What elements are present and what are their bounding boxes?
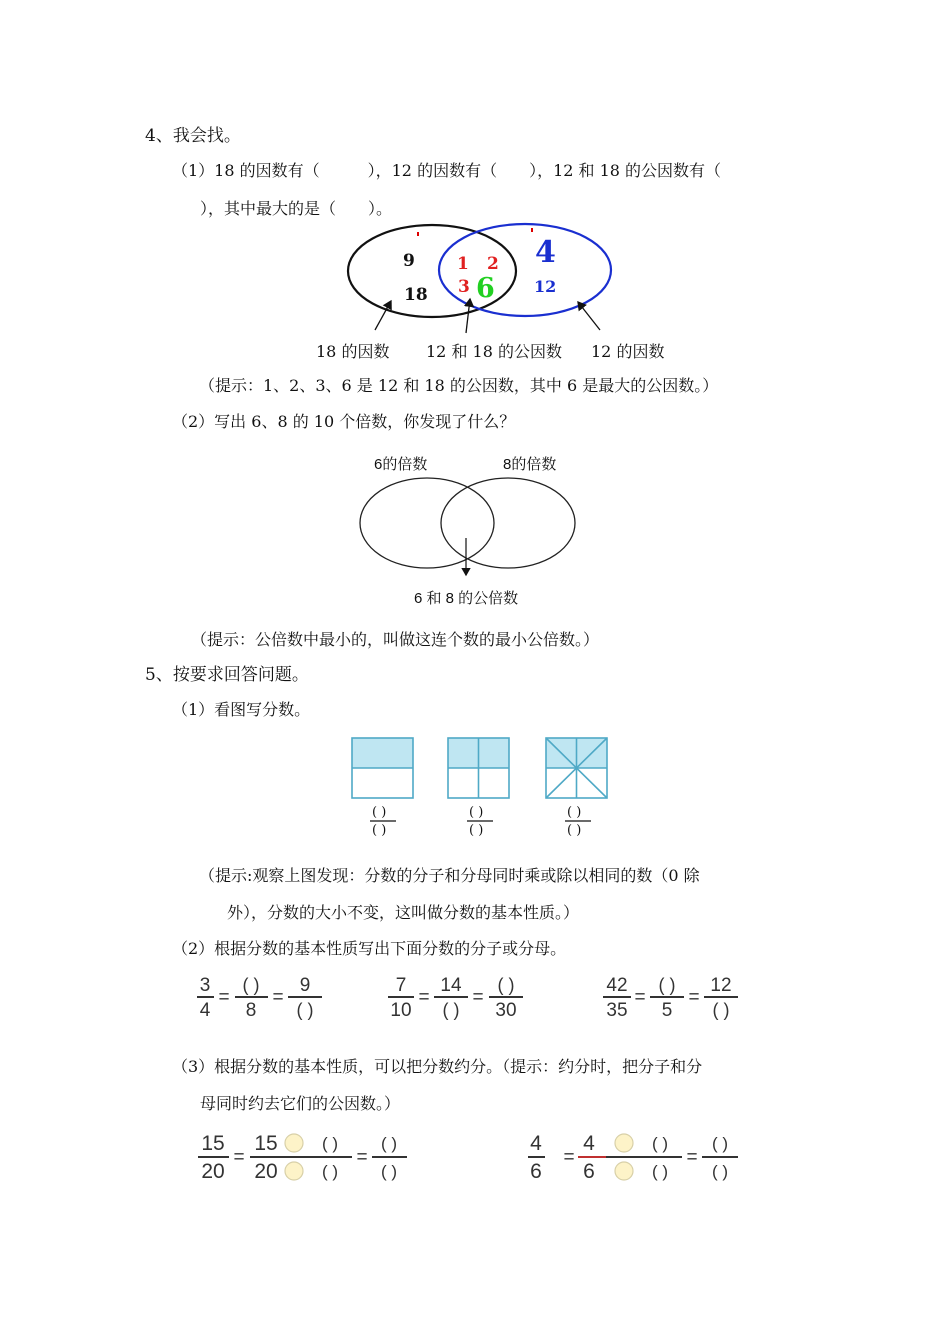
fraction-denominator: 35 [606, 1000, 628, 1021]
equals-sign: = [418, 987, 430, 1008]
equals-sign: = [272, 987, 284, 1008]
blank-denominator[interactable]: ( ) [711, 1162, 729, 1181]
q4-part1-line2: ），其中最大的是（ ）。 [200, 199, 393, 218]
fraction-denominator: 8 [245, 1000, 257, 1021]
blank-denominator[interactable]: ( ) [712, 1000, 730, 1020]
blank-denominator[interactable]: ( ) [372, 823, 387, 838]
operator-circle[interactable] [285, 1134, 303, 1152]
q5-part3-line2: 母同时约去它们的公因数。） [200, 1094, 401, 1113]
fraction-denominator: 6 [530, 1160, 542, 1183]
venn2-label-bottom: 6 和 8 的公倍数 [414, 590, 519, 607]
blank-denominator[interactable]: ( ) [321, 1162, 339, 1181]
blank-numerator[interactable]: ( ) [651, 1134, 669, 1153]
q5-heading: 5、按要求回答问题。 [145, 665, 309, 685]
fraction-numerator: 14 [440, 975, 462, 996]
operator-circle[interactable] [615, 1162, 633, 1180]
blank-denominator[interactable]: ( ) [469, 823, 484, 838]
blank-denominator[interactable]: ( ) [380, 1162, 398, 1181]
venn-left-num: 18 [404, 285, 428, 305]
q5-hint1-line2: 外），分数的大小不变，这叫做分数的基本性质。） [227, 903, 580, 922]
fraction-denominator: 4 [199, 1000, 211, 1021]
venn-right-num: 4 [535, 235, 556, 270]
equals-sign: = [218, 987, 230, 1008]
equals-sign: = [563, 1147, 575, 1168]
q5-part1: （1）看图写分数。 [172, 700, 311, 719]
blank-denominator[interactable]: ( ) [651, 1162, 669, 1181]
fraction-numerator: 15 [254, 1132, 278, 1155]
q4-heading: 4、我会找。 [145, 126, 241, 146]
blank-numerator[interactable]: ( ) [658, 975, 676, 995]
blank-numerator[interactable]: ( ) [321, 1134, 339, 1153]
blank-numerator[interactable]: ( ) [567, 805, 582, 820]
fraction-numerator: 9 [299, 975, 311, 996]
blank-numerator[interactable]: ( ) [711, 1134, 729, 1153]
blank-numerator[interactable]: ( ) [497, 975, 515, 995]
venn-common-num: 2 [487, 254, 499, 274]
venn-left-num: 9 [403, 251, 415, 271]
blank-numerator[interactable]: ( ) [469, 805, 484, 820]
fraction-numerator: 15 [201, 1132, 225, 1155]
venn1-label-mid: 12 和 18 的公因数 [426, 342, 562, 361]
fraction-numerator: 42 [606, 975, 628, 996]
fraction-denominator: 20 [201, 1160, 225, 1183]
equals-sign: = [634, 987, 646, 1008]
reduction-equation-1 [198, 1132, 407, 1183]
blank-numerator[interactable]: ( ) [372, 805, 387, 820]
venn2-label-left: 6的倍数 [374, 456, 428, 473]
venn-common-num: 3 [458, 277, 470, 297]
venn-common-num-max: 6 [476, 273, 495, 304]
venn1-label-left: 18 的因数 [316, 342, 390, 361]
blank-denominator[interactable]: ( ) [296, 1000, 314, 1020]
equals-sign: = [686, 1147, 698, 1168]
venn-common-num: 1 [457, 254, 469, 274]
fraction-denominator: 20 [254, 1160, 278, 1183]
fraction-numerator: 12 [710, 975, 732, 996]
fraction-denominator: 6 [583, 1160, 595, 1183]
blank-numerator[interactable]: ( ) [242, 975, 260, 995]
blank-denominator[interactable]: ( ) [567, 823, 582, 838]
fraction-numerator: 4 [583, 1132, 595, 1155]
equals-sign: = [688, 987, 700, 1008]
q4-hint2: （提示：公倍数中最小的，叫做这连个数的最小公倍数。） [191, 630, 600, 649]
q5-part3-line1: （3）根据分数的基本性质，可以把分数约分。（提示：约分时，把分子和分 [172, 1057, 703, 1076]
equals-sign: = [233, 1147, 245, 1168]
operator-circle[interactable] [615, 1134, 633, 1152]
operator-circle[interactable] [285, 1162, 303, 1180]
equals-sign: = [356, 1147, 368, 1168]
fraction-numerator: 4 [530, 1132, 542, 1155]
q5-hint1-line1: （提示:观察上图发现：分数的分子和分母同时乘或除以相同的数（0 除 [199, 866, 700, 885]
venn2-label-right: 8的倍数 [503, 456, 557, 473]
fraction-numerator: 7 [395, 975, 407, 996]
equals-sign: = [472, 987, 484, 1008]
q4-hint1: （提示：1、2、3、6 是 12 和 18 的公因数，其中 6 是最大的公因数。） [199, 376, 719, 395]
blank-numerator[interactable]: ( ) [380, 1134, 398, 1153]
q4-part1-line1: （1）18 的因数有（ ），12 的因数有（ ），12 和 18 的公因数有（ [172, 161, 722, 180]
fraction-numerator: 3 [199, 975, 211, 996]
fraction-denominator: 5 [661, 1000, 673, 1021]
reduction-equation-2 [528, 1132, 738, 1183]
blank-denominator[interactable]: ( ) [442, 1000, 460, 1020]
venn-right-num: 12 [534, 277, 557, 296]
q5-part2: （2）根据分数的基本性质写出下面分数的分子或分母。 [172, 939, 567, 958]
fraction-denominator: 30 [495, 1000, 517, 1021]
fraction-denominator: 10 [390, 1000, 412, 1021]
venn1-label-right: 12 的因数 [591, 342, 665, 361]
q4-part2: （2）写出 6、8 的 10 个倍数，你发现了什么？ [172, 412, 516, 431]
